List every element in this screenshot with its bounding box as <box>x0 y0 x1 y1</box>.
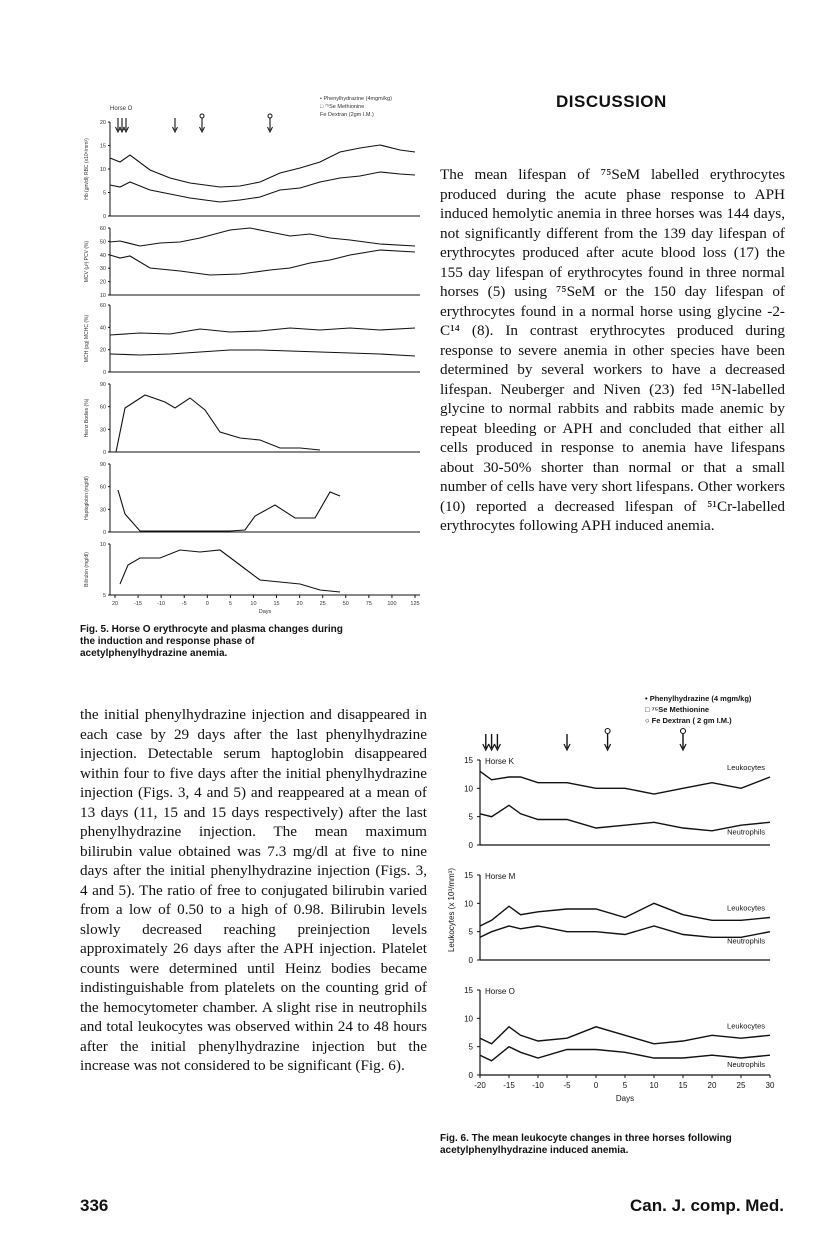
x-tick-label: -10 <box>157 601 166 607</box>
section-heading: DISCUSSION <box>556 92 667 111</box>
y-axis-label: Haptoglobin (mg/dl) <box>84 476 90 520</box>
y-tick-label: 60 <box>99 484 106 491</box>
x-tick-label: 75 <box>365 601 372 607</box>
fe-dextran-icon <box>681 729 686 734</box>
figure-6-caption: Fig. 6. The mean leukocyte changes in three horses following acetylphenylhydrazine induced anemia. <box>440 1133 732 1156</box>
horse-label: Horse K <box>485 757 514 766</box>
y-tick-label: 5 <box>468 812 473 822</box>
legend-entry: • Phenylhydrazine (4mgm/kg) <box>320 96 392 102</box>
y-tick-label: 10 <box>99 167 106 173</box>
y-tick-label: 30 <box>99 507 106 514</box>
y-tick-label: 10 <box>464 784 473 794</box>
fig5-panel <box>84 120 420 220</box>
y-tick-label: 90 <box>99 382 106 388</box>
x-tick-label: 10 <box>649 1081 659 1090</box>
horse-label: Horse O <box>485 987 515 996</box>
series-line <box>110 250 415 275</box>
discussion-column <box>440 165 785 536</box>
y-tick-label: 20 <box>99 279 106 286</box>
y-axis-label: MCV (µ³) PCV (%) <box>84 240 90 283</box>
x-tick-label: 125 <box>410 601 420 607</box>
x-tick-label: 20 <box>707 1081 717 1090</box>
y-tick-label: 15 <box>464 871 473 880</box>
y-tick-label: 20 <box>99 120 106 126</box>
x-tick-label: 0 <box>593 1081 599 1090</box>
x-axis-label: Days <box>258 609 272 615</box>
series-line <box>110 228 415 246</box>
x-tick-label: 0 <box>205 601 209 607</box>
x-tick-label: -15 <box>503 1081 515 1090</box>
y-tick-label: 0 <box>102 450 106 456</box>
legend-entry: □ ⁷⁵Se Methionine <box>320 104 365 110</box>
y-tick-label: 40 <box>99 325 106 332</box>
fe-dextran-icon <box>605 729 610 734</box>
series-label: Leukocytes <box>727 763 765 772</box>
x-tick-label: 100 <box>387 601 397 607</box>
y-tick-label: 10 <box>99 293 106 299</box>
y-tick-label: 15 <box>464 756 473 765</box>
fig5-panel <box>84 382 420 456</box>
x-tick-label: 15 <box>678 1081 688 1090</box>
y-tick-label: 30 <box>99 266 106 273</box>
y-tick-label: 5 <box>468 927 473 937</box>
y-tick-label: 0 <box>102 530 106 536</box>
y-tick-label: 60 <box>99 226 106 232</box>
y-axis-label: MCH (pg) MCHC (%) <box>84 314 90 363</box>
y-tick-label: 5 <box>102 593 106 599</box>
discussion-paragraph: The mean lifespan of ⁷⁵SeM labelled erythrocytes produced during the acute phase response to APH induced hemolytic anemia in three horses was 144 days, not significantly different from the 139 day lifespan of erythrocytes produced after acute blood loss (17) the 155 day lifespan of erythrocytes found in three normal horses (5) using ⁷⁵SeM or the 150 day lifespan of erythrocytes found in a normal horse using glycine -2-C¹⁴ (8). In contrast erythrocytes produced during response to severe anemia in other species have been determined by several workers to have a decreased lifespan. Neuberger and Niven (23) fed ¹⁵N-labelled glycine to normal rabbits and rabbits made anemic by repeat bleeding or APH and concluded that either all cells produced in response to anemia have lifespans about 30-50% shorter than normal or that a small number of cells have very short lifespans. Other workers (10) reported a decreased lifespan of ⁵¹Cr-labelled erythrocytes following APH induced anemia. <box>440 166 785 534</box>
x-tick-label: -15 <box>134 601 143 607</box>
y-tick-label: 50 <box>99 239 106 246</box>
fig5-panel <box>84 542 420 599</box>
y-tick-label: 15 <box>99 143 106 150</box>
y-tick-label: 0 <box>468 1071 473 1080</box>
y-axis-label: Leukocytes (x 10³/mm³) <box>447 867 456 953</box>
series-line <box>110 328 415 335</box>
series-line <box>110 395 320 452</box>
fig5-panel <box>84 303 420 376</box>
series-label: Leukocytes <box>727 1021 765 1031</box>
fe-dextran-icon <box>200 114 204 118</box>
y-tick-label: 60 <box>99 303 106 309</box>
x-tick-label: 15 <box>273 601 280 607</box>
series-line <box>118 490 340 531</box>
y-tick-label: 5 <box>468 1042 473 1052</box>
x-tick-label: 20 <box>111 601 119 607</box>
y-tick-label: 10 <box>99 542 106 548</box>
series-label: Leukocytes <box>727 903 765 913</box>
x-tick-label: -20 <box>474 1081 486 1090</box>
x-tick-label: 25 <box>736 1081 746 1090</box>
y-axis-label: Hb (gm/dl) RBC (x10⁶/mm³) <box>84 138 90 200</box>
figure-5-caption: Fig. 5. Horse O erythrocyte and plasma changes during the induction and response phase of acetylphenylhydrazine anemia. <box>80 624 343 659</box>
fe-dextran-icon <box>268 114 272 118</box>
y-tick-label: 0 <box>468 956 473 965</box>
y-tick-label: 40 <box>99 252 106 259</box>
page-number: 336 <box>80 1196 109 1215</box>
x-tick-label: 5 <box>228 601 232 607</box>
x-tick-label: 30 <box>765 1081 775 1090</box>
y-axis-label: Bilirubin (mg/dl) <box>84 552 90 587</box>
y-tick-label: 15 <box>464 986 473 995</box>
series-line <box>110 172 415 202</box>
y-tick-label: 60 <box>99 404 106 411</box>
series-line <box>480 1047 770 1061</box>
legend-entry: ○ Fe Dextran ( 2 gm I.M.) <box>645 716 732 725</box>
y-tick-label: 0 <box>102 214 106 220</box>
x-tick-label: -5 <box>181 601 187 607</box>
x-tick-label: -5 <box>563 1081 571 1090</box>
series-line <box>120 550 340 592</box>
series-line <box>480 771 770 794</box>
legend-entry: Fe Dextran (2gm I.M.) <box>320 112 374 118</box>
series-label: Neutrophils <box>727 827 765 837</box>
leukocyte-panel <box>464 871 770 965</box>
x-axis-label: Days <box>615 1094 635 1103</box>
y-tick-label: 5 <box>102 190 106 197</box>
x-tick-label: 25 <box>319 601 326 607</box>
fig5-panel <box>84 462 420 536</box>
x-tick-label: 5 <box>622 1081 628 1090</box>
journal-name: Can. J. comp. Med. <box>630 1196 784 1215</box>
x-tick-label: 10 <box>250 601 257 607</box>
figure-5 <box>80 90 440 615</box>
series-line <box>110 350 415 356</box>
results-paragraph: the initial phenylhydrazine injection and disappeared in each case by 29 days after the last phenylhydrazine injection. Detectable serum haptoglobin disappeared within four to five days after the initial phenylhydrazine injection (Figs. 3, 4 and 5) and reappeared at a mean of 13 days (11, 15 and 15 days respectively) after the last phenylhydrazine injection. The mean maximum bilirubin value obtained was 7.3 mg/dl at five to nine days after the initial phenylhydrazine injection (Figs. 3, 4 and 5). The ratio of free to conjugated bilirubin varied from a low of 0.50 to a high of 0.98. Bilirubin levels slowly decreased reaching preinjection levels approximately 26 days after the APH injection. Platelet counts were determined until Heinz bodies became indistinguishable from platelets on the counting grid of the hemocytometer chamber. A slight rise in neutrophils and total leukocytes was observed within 24 to 48 hours after the initial phenylhydrazine injection but the increase was not considered to be significant (Fig. 6). <box>80 706 427 1074</box>
figure-6 <box>440 690 785 1130</box>
y-tick-label: 0 <box>102 370 106 376</box>
results-column <box>80 705 427 1076</box>
y-tick-label: 10 <box>464 1014 473 1024</box>
y-tick-label: 90 <box>99 462 106 468</box>
y-tick-label: 10 <box>464 899 473 909</box>
series-label: Neutrophils <box>727 936 765 946</box>
series-line <box>110 145 415 187</box>
horse-label: Horse O <box>110 106 133 112</box>
leukocyte-panel <box>464 756 770 850</box>
leukocyte-panel <box>464 986 770 1080</box>
y-axis-label: Heinz Bodies (%) <box>84 398 90 438</box>
x-tick-label: 50 <box>342 601 349 607</box>
legend-entry: □ ⁷⁵Se Methionine <box>645 705 710 714</box>
series-line <box>480 926 770 937</box>
horse-label: Horse M <box>485 872 516 881</box>
legend-entry: • Phenylhydrazine (4 mgm/kg) <box>645 694 752 703</box>
fig5-panel <box>84 226 420 299</box>
series-label: Neutrophils <box>727 1060 765 1070</box>
y-tick-label: 0 <box>468 841 473 850</box>
y-tick-label: 30 <box>99 427 106 434</box>
x-tick-label: -10 <box>532 1081 544 1090</box>
x-tick-label: 20 <box>296 601 303 607</box>
y-tick-label: 20 <box>99 347 106 354</box>
